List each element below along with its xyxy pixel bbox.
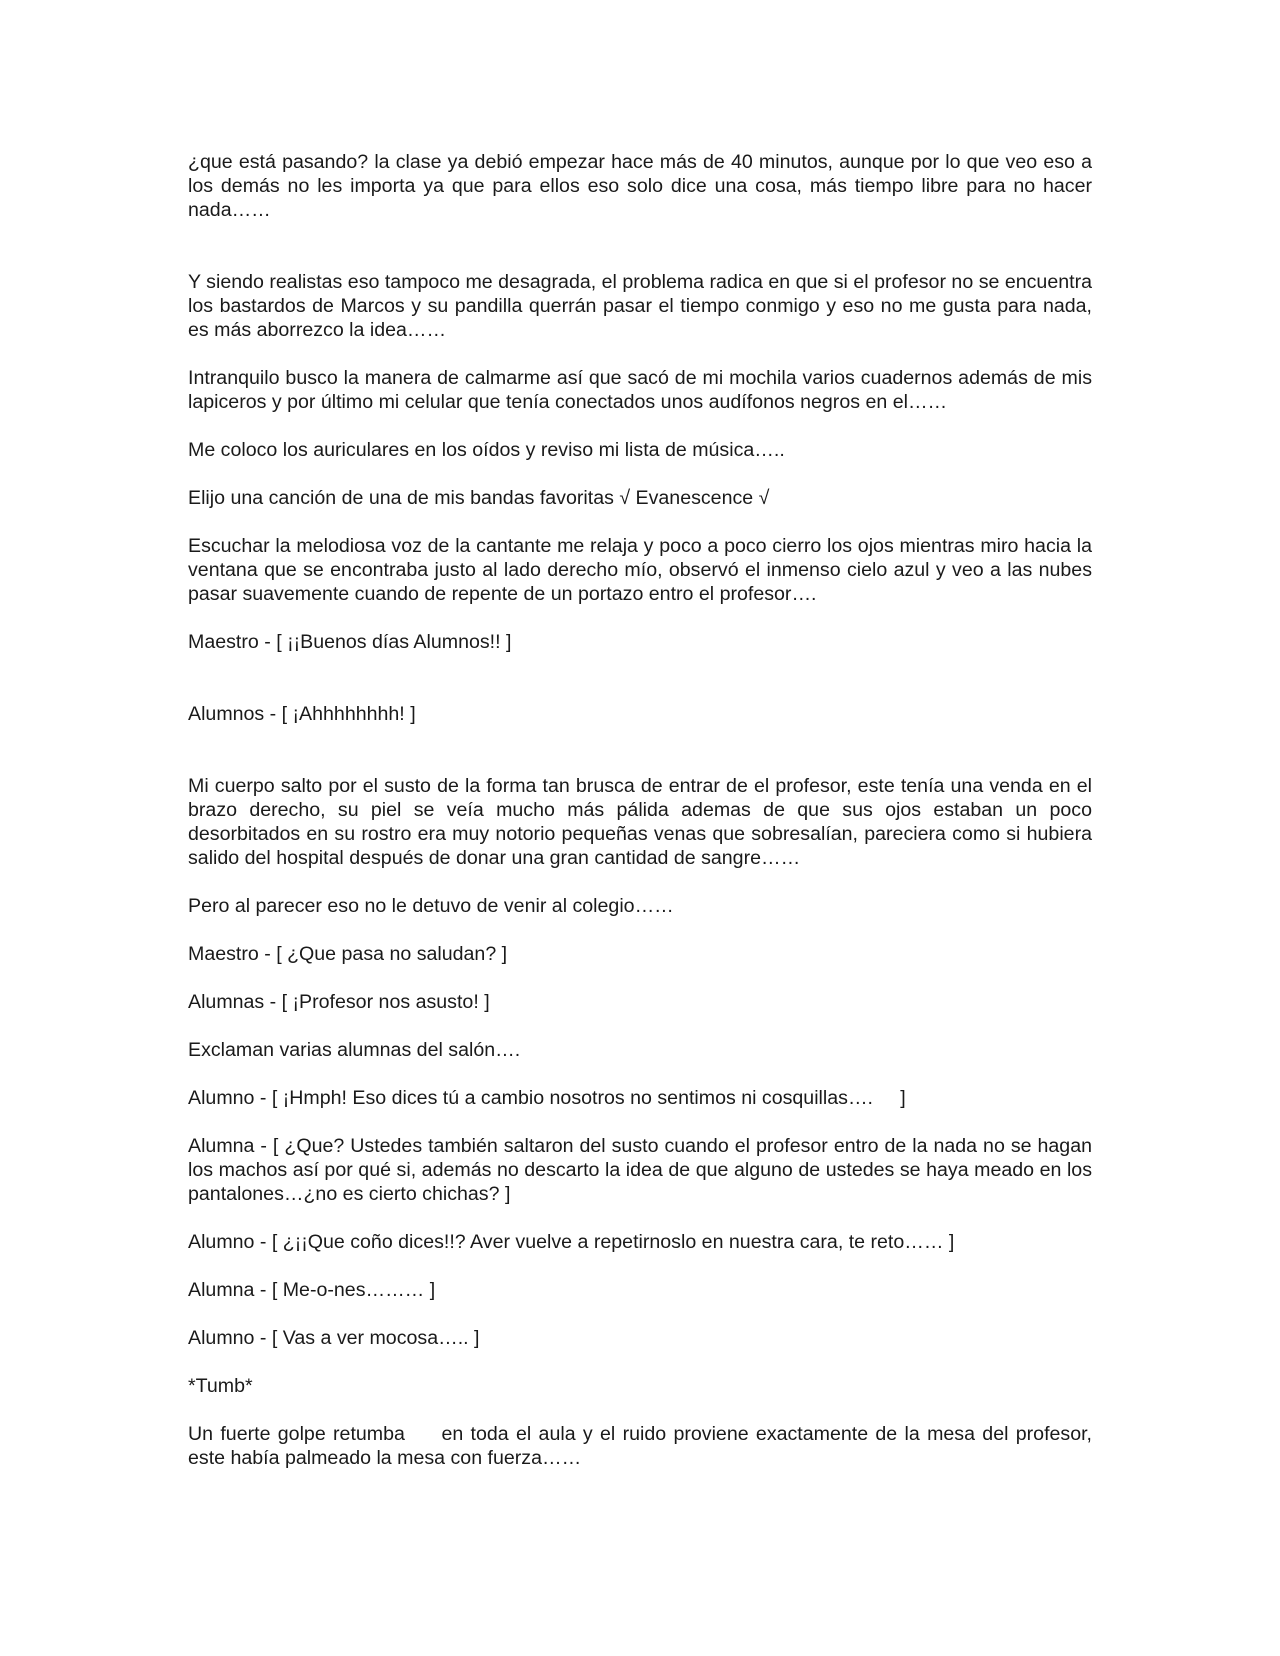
paragraph: Me coloco los auriculares en los oídos y reviso mi lista de música….. <box>188 439 785 461</box>
dialogue-line: Maestro - [ ¡¡Buenos días Alumnos!! ] <box>188 631 512 653</box>
paragraph: Y siendo realistas eso tampoco me desagrada, el problema radica en que si el profesor no se encuentra los bastardos de Marcos y su pandilla querrán pasar el tiempo conmigo y eso no me gusta para nada, es más aborrezco la idea…… <box>188 271 1092 341</box>
dialogue-line: Alumnas - [ ¡Profesor nos asusto! ] <box>188 991 490 1013</box>
paragraph: ¿que está pasando? la clase ya debió empezar hace más de 40 minutos, aunque por lo que veo eso a los demás no les importa ya que para ellos eso solo dice una cosa, más tiempo libre para no hacer nada…… <box>188 151 1092 221</box>
paragraph: Intranquilo busco la manera de calmarme así que sacó de mi mochila varios cuadernos además de mis lapiceros y por último mi celular que tenía conectados unos audífonos negros en el…… <box>188 367 1092 413</box>
dialogue-line: Alumna - [ Me-o-nes……… ] <box>188 1279 436 1301</box>
paragraph: Mi cuerpo salto por el susto de la forma tan brusca de entrar de el profesor, este tenía una venda en el brazo derecho, su piel se veía mucho más pálida ademas de que sus ojos estaban un poco desorbitados en su rostro era muy notorio pequeñas venas que sobresalían, pareciera como si hubiera salido del hospital después de donar una gran cantidad de sangre…… <box>188 775 1092 869</box>
dialogue-line: Alumno - [ ¿¡¡Que coño dices!!? Aver vuelve a repetirnoslo en nuestra cara, te reto…… ] <box>188 1231 955 1253</box>
paragraph: Escuchar la melodiosa voz de la cantante me relaja y poco a poco cierro los ojos mientras miro hacia la ventana que se encontraba justo al lado derecho mío, observó el inmenso cielo azul y veo a las nubes pasar suavemente cuando de repente de un portazo entro el profesor…. <box>188 535 1092 605</box>
dialogue-line: Alumno - [ Vas a ver mocosa….. ] <box>188 1327 480 1349</box>
dialogue-line: Alumno - [ ¡Hmph! Eso dices tú a cambio nosotros no sentimos ni cosquillas…. ] <box>188 1087 906 1109</box>
dialogue-line: Alumna - [ ¿Que? Ustedes también saltaron del susto cuando el profesor entro de la nada no se hagan los machos así por qué si, además no descarto la idea de que alguno de ustedes se haya meado en los pantalones…¿no es cierto chichas? ] <box>188 1135 1092 1205</box>
dialogue-line: Alumnos - [ ¡Ahhhhhhhh! ] <box>188 703 416 725</box>
paragraph: Un fuerte golpe retumba en toda el aula y el ruido proviene exactamente de la mesa del profesor, este había palmeado la mesa con fuerza…… <box>188 1423 1098 1469</box>
paragraph: Exclaman varias alumnas del salón…. <box>188 1039 521 1061</box>
dialogue-line: Maestro - [ ¿Que pasa no saludan? ] <box>188 943 508 965</box>
sound-effect: *Tumb* <box>188 1375 253 1397</box>
document-body <box>188 150 1098 1494</box>
paragraph: Elijo una canción de una de mis bandas favoritas √ Evanescence √ <box>188 487 770 509</box>
paragraph: Pero al parecer eso no le detuvo de venir al colegio…… <box>188 895 674 917</box>
